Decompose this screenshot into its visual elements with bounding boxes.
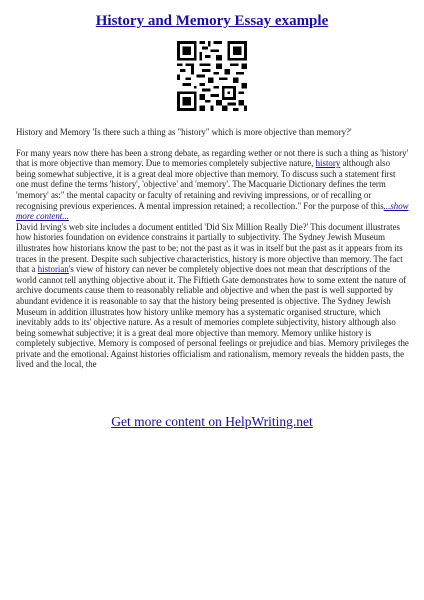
get-more-content-link[interactable]: Get more content on HelpWriting.net bbox=[111, 414, 313, 429]
historian-link[interactable]: historian bbox=[37, 264, 69, 275]
paragraph-2-text-a: David Irving's web site includes a document entitled 'Did Six Million Really Die?' This document illustrates how histories foundation on evidence constrains it partially to subjectivity. The Sydney Jewish Museum illustrates how historians know the past to be; not the past as it was in itself but the past as it appears from its traces in the present. Despite such subjective characteristics, history is more objective than memory. The fact that a bbox=[16, 221, 403, 275]
paragraph-1-text-b: although also being somewhat subjective, it is a great deal more objective than memory. To discuss such a statement first one must define the terms 'history', 'objective' and 'memory'. The Macquarie Dictionary defines the term 'memory' as:" the mental capacity or faculty of retaining and reviving impressions, or of recalling or recognising previous experiences. A mental impression retained; a recollection." For the purpose of this bbox=[16, 158, 396, 211]
qr-code-icon bbox=[177, 41, 247, 111]
paragraph-2-text-b: 's view of history can never be completely objective does not mean that descriptions of the world cannot tell anything objective about it. The Fiftieth Gate demonstrates how to some extent the nature of archive documents cause them to reasonably reliable and objective and when the past is well supported by abundant evidence it is reasonable to say that the history being presented is objective. The Sydney Jewish Museum in addition illustrates how history unlike memory has a systematic organised structure, which inevitably adds to its' objective nature. As a result of memories complete subjectivity, history although also being somewhat subjective; it is a great deal more objective than memory. Memory unlike history is completely subjective. Memory is composed of personal feelings or prejudice and bias. Memory privileges the private and the emotional. Against histories officialism and rationalism, memory reveals the hidden pasts, the lived and the local, the bbox=[16, 264, 409, 370]
essay-body bbox=[16, 127, 410, 370]
paragraph-1-text-a: For many years now there has been a strong debate, as regarding wether or not there is such a thing as 'history' that is more objective than memory. Due to memories completely subjective nature, bbox=[16, 147, 409, 169]
essay-intro: History and Memory 'Is there such a thing as "history" which is more objective than memory?' bbox=[16, 127, 352, 137]
history-link[interactable]: history bbox=[315, 158, 341, 169]
show-more-link[interactable]: ...show more content... bbox=[16, 200, 409, 222]
document-title[interactable]: History and Memory Essay example bbox=[95, 13, 329, 29]
essay-paragraph-2 bbox=[16, 222, 410, 370]
essay-paragraph-1 bbox=[16, 148, 410, 222]
